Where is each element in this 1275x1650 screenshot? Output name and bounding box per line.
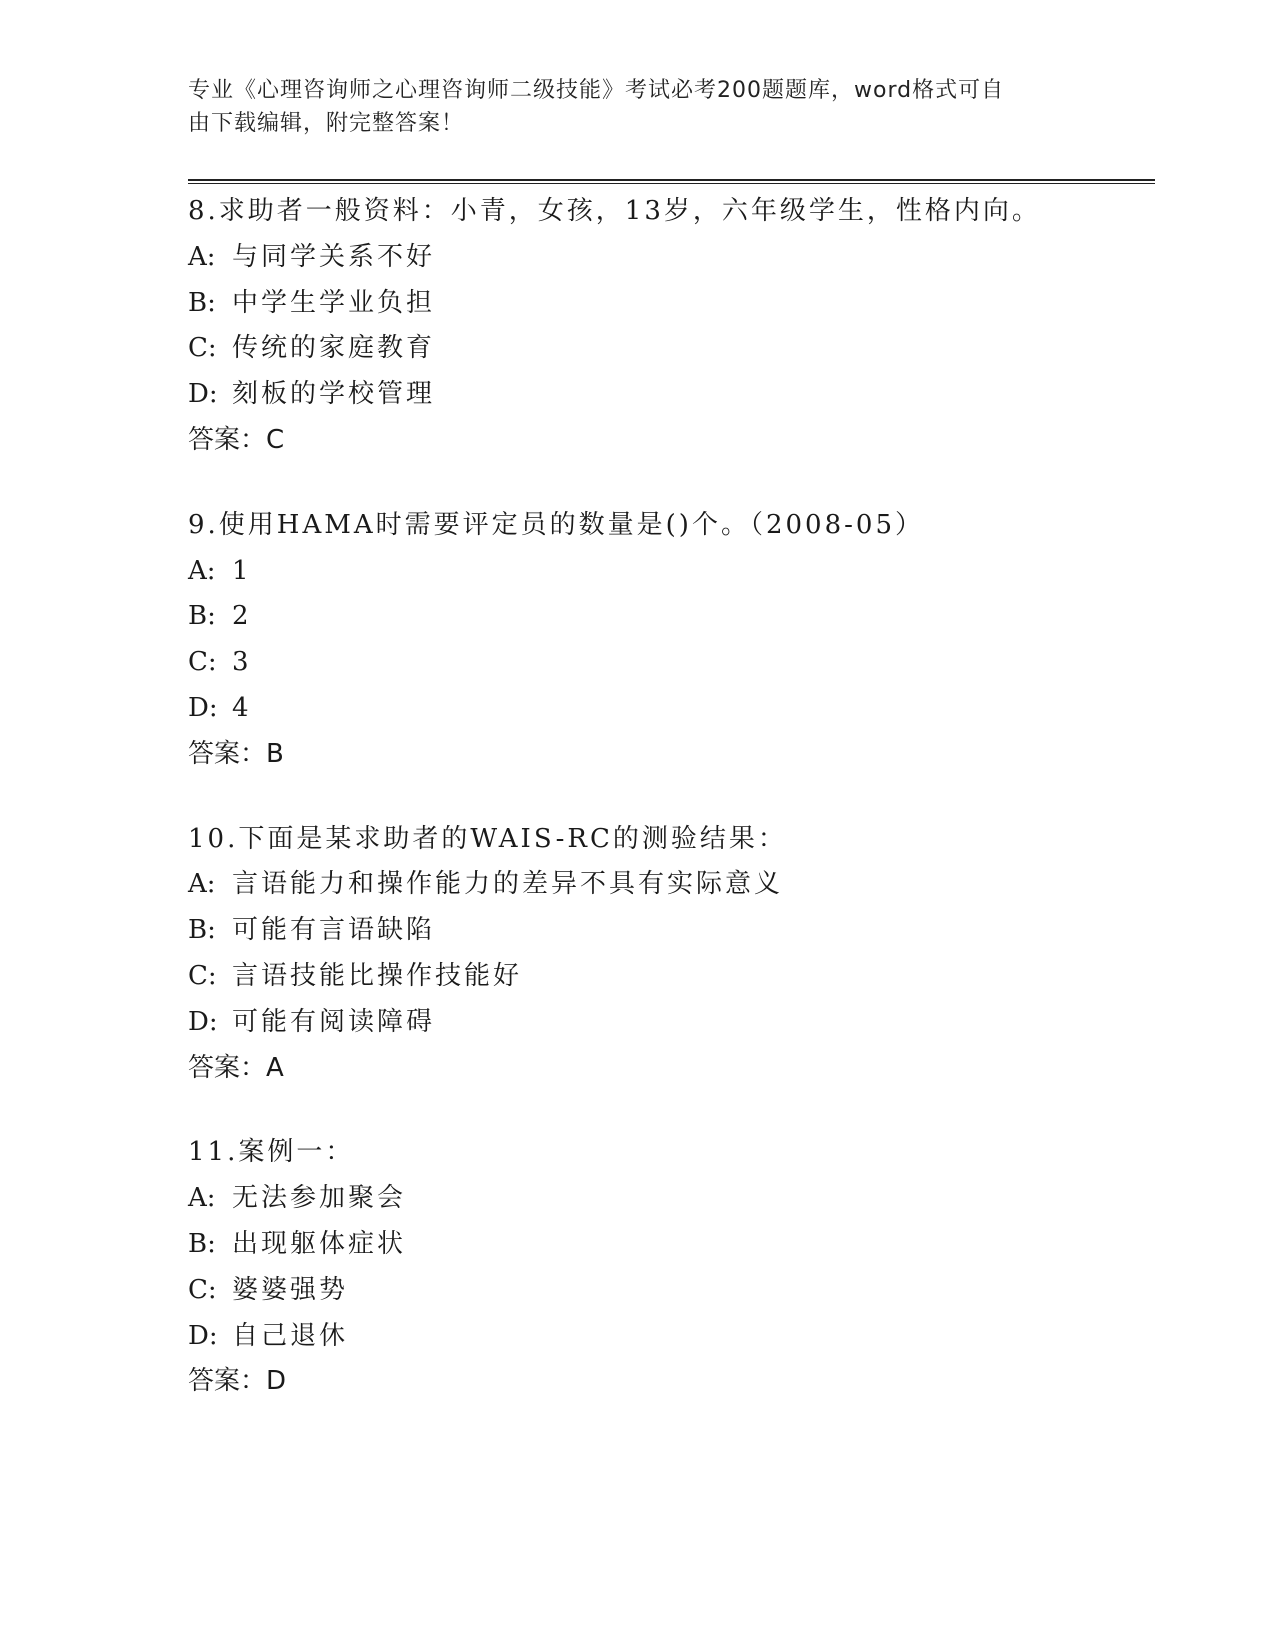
option-b bbox=[188, 1222, 1148, 1268]
answer-line: 答案：C bbox=[188, 424, 285, 455]
header-line-2: 由下载编辑，附完整答案！ bbox=[188, 111, 465, 136]
option-text: 1 bbox=[232, 555, 252, 586]
question-9 bbox=[188, 503, 1148, 778]
question-stem: 11.案例一： bbox=[188, 1137, 355, 1168]
option-label: D: bbox=[188, 692, 218, 723]
option-d bbox=[188, 1314, 1148, 1360]
option-c bbox=[188, 954, 1148, 1000]
question-list bbox=[188, 189, 1148, 1444]
option-text: 中学生学业负担 bbox=[232, 287, 436, 318]
option-a bbox=[188, 549, 1148, 595]
option-label: A: bbox=[188, 869, 216, 900]
question-stem: 10.下面是某求助者的WAIS-RC的测验结果： bbox=[188, 823, 787, 854]
option-text: 无法参加聚会 bbox=[232, 1183, 407, 1214]
header-divider bbox=[188, 179, 1155, 184]
option-c bbox=[188, 326, 1148, 372]
option-text: 可能有阅读障碍 bbox=[232, 1006, 436, 1037]
question-8 bbox=[188, 189, 1148, 464]
option-text: 传统的家庭教育 bbox=[232, 333, 436, 364]
option-label: D: bbox=[188, 1006, 218, 1037]
option-text: 自己退休 bbox=[232, 1320, 349, 1351]
option-text: 言语技能比操作技能好 bbox=[232, 960, 523, 991]
option-c bbox=[188, 640, 1148, 686]
option-label: A: bbox=[188, 1183, 216, 1214]
question-stem: 9.使用HAMA时需要评定员的数量是()个。（2008-05） bbox=[188, 509, 924, 540]
option-text: 言语能力和操作能力的差异不具有实际意义 bbox=[232, 869, 784, 900]
option-text: 婆婆强势 bbox=[232, 1274, 349, 1305]
option-text: 可能有言语缺陷 bbox=[232, 915, 436, 946]
option-text: 与同学关系不好 bbox=[232, 241, 436, 272]
option-label: B: bbox=[188, 915, 216, 946]
option-text: 2 bbox=[232, 601, 252, 632]
option-a bbox=[188, 235, 1148, 281]
question-10 bbox=[188, 817, 1148, 1092]
question-11 bbox=[188, 1130, 1148, 1405]
option-label: D: bbox=[188, 379, 218, 410]
option-b bbox=[188, 281, 1148, 327]
option-c bbox=[188, 1268, 1148, 1314]
option-label: C: bbox=[188, 647, 217, 678]
answer-line: 答案：D bbox=[188, 1366, 287, 1397]
option-label: C: bbox=[188, 960, 217, 991]
question-stem: 8.求助者一般资料：小青，女孩，13岁，六年级学生，性格内向。 bbox=[188, 196, 1041, 226]
option-label: C: bbox=[188, 1274, 217, 1305]
option-label: B: bbox=[188, 601, 216, 632]
option-text: 出现躯体症状 bbox=[232, 1228, 407, 1259]
option-b bbox=[188, 908, 1148, 954]
option-d bbox=[188, 372, 1148, 418]
option-a bbox=[188, 862, 1148, 908]
answer-line: 答案：A bbox=[188, 1052, 284, 1083]
option-d bbox=[188, 686, 1148, 732]
option-a bbox=[188, 1176, 1148, 1222]
option-label: A: bbox=[188, 555, 216, 586]
option-text: 4 bbox=[232, 692, 252, 723]
option-label: B: bbox=[188, 1228, 216, 1259]
answer-line: 答案：B bbox=[188, 738, 284, 769]
option-label: D: bbox=[188, 1320, 218, 1351]
option-label: C: bbox=[188, 333, 217, 364]
header-line-1: 专业《心理咨询师之心理咨询师二级技能》考试必考200题题库，word格式可自 bbox=[188, 78, 1005, 103]
document-header bbox=[188, 74, 1068, 140]
option-d bbox=[188, 1000, 1148, 1046]
option-label: A: bbox=[188, 241, 216, 272]
option-b bbox=[188, 594, 1148, 640]
option-text: 3 bbox=[232, 647, 252, 678]
option-text: 刻板的学校管理 bbox=[232, 379, 436, 410]
option-label: B: bbox=[188, 287, 216, 318]
